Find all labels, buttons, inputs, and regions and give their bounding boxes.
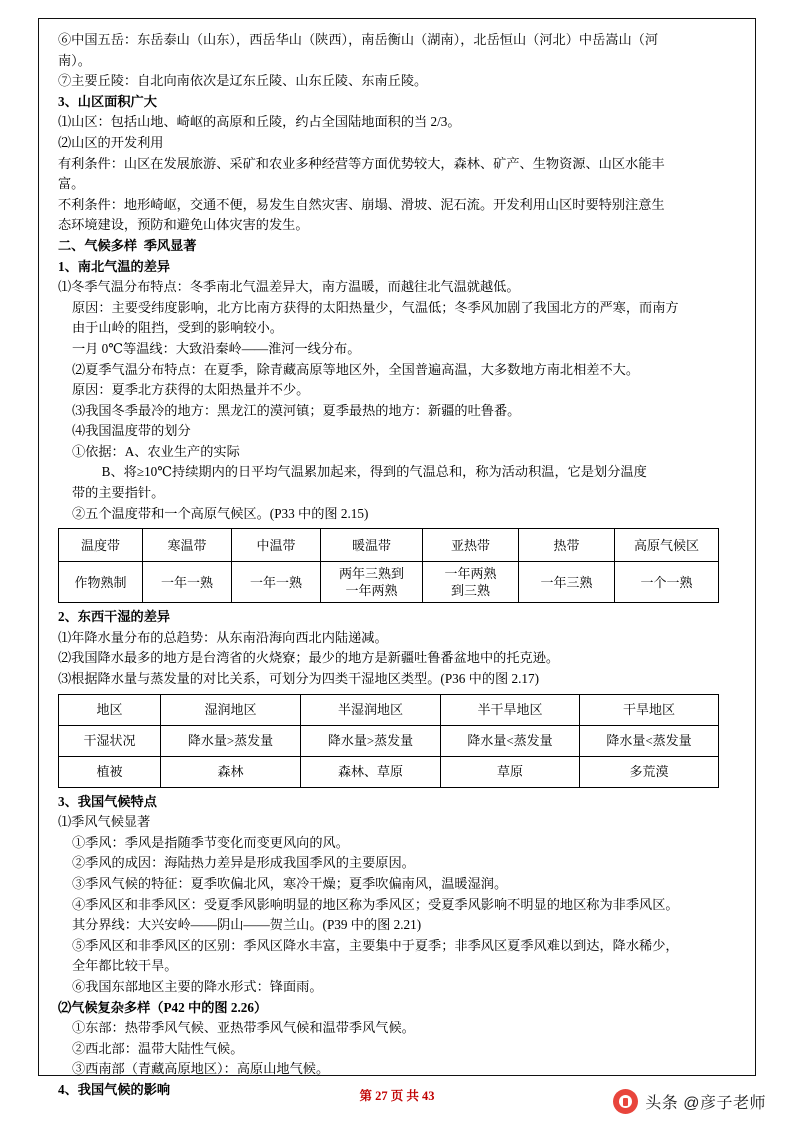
text-line: ⑵我国降水最多的地方是台湾省的火烧寮；最少的地方是新疆吐鲁番盆地中的托克逊。 xyxy=(58,650,560,666)
text-line: ⑥我国东部地区主要的降水形式：锋面雨。 xyxy=(72,978,323,994)
text-line: 由于山岭的阻挡，受到的影响较小。 xyxy=(72,320,283,336)
text-block-lower xyxy=(58,792,736,1101)
table-cell: 一个一熟 xyxy=(615,562,719,603)
table-cell: 湿润地区 xyxy=(161,694,301,725)
text-line: ①东部：热带季风气候、亚热带季风气候和温带季风气候。 xyxy=(72,1020,415,1036)
text-line: B、将≥10℃持续期内的日平均气温累加起来，得到的气温总和，称为活动积温，它是划分温度 xyxy=(72,464,647,480)
toutiao-logo-icon xyxy=(613,1089,638,1114)
text-line: 全年都比较干旱。 xyxy=(72,958,178,974)
text-line: 态环境建设，预防和避免山体灾害的发生。 xyxy=(58,217,309,233)
text-line: ⑵夏季气温分布特点：在夏季，除青藏高原等地区外，全国普遍高温，大多数地方南北相差不大。 xyxy=(72,361,640,377)
text-line: 3、我国气候特点 xyxy=(58,793,157,809)
table-cell: 草原 xyxy=(441,756,580,787)
table-cell: 寒温带 xyxy=(143,529,232,562)
table-cell: 森林 xyxy=(161,756,301,787)
text-line: ⑴山区：包括山地、崎岖的高原和丘陵，约占全国陆地面积的当 2/3。 xyxy=(58,114,461,130)
text-line: ②季风的成因：海陆热力差异是形成我国季风的主要原因。 xyxy=(72,855,415,871)
table-cell: 高原气候区 xyxy=(615,529,719,562)
text-line: 不利条件：地形崎岖，交通不便，易发生自然灾害、崩塌、滑坡、泥石流。开发利用山区时要特别注意生 xyxy=(58,196,665,212)
table-cell: 降水量>蒸发量 xyxy=(301,725,441,756)
text-line: 带的主要指针。 xyxy=(72,485,165,501)
text-line: ⑦主要丘陵：自北向南依次是辽东丘陵、山东丘陵、东南丘陵。 xyxy=(58,73,428,89)
text-line: ⑴冬季气温分布特点：冬季南北气温差异大，南方温暖，而越往北气温就越低。 xyxy=(58,279,520,295)
text-line: ③季风气候的特征：夏季吹偏北风，寒冷干燥；夏季吹偏南风，温暖湿润。 xyxy=(72,876,508,891)
text-line: ⑥中国五岳：东岳泰山（山东），西岳华山（陕西），南岳衡山（湖南），北岳恒山（河北）中岳嵩山（河 xyxy=(58,32,659,47)
table-cell: 森林、草原 xyxy=(301,756,441,787)
text-line: 一月 0℃等温线：大致沿秦岭——淮河一线分布。 xyxy=(72,340,361,356)
table-cell: 一年一熟 xyxy=(143,562,232,603)
table-row xyxy=(59,725,719,756)
text-line: ③西南部（青藏高原地区）：高原山地气候。 xyxy=(72,1061,330,1077)
watermark xyxy=(613,1089,766,1114)
text-line: 4、我国气候的影响 xyxy=(58,1081,171,1097)
text-line: ⑵气候复杂多样（P42 中的图 2.26） xyxy=(58,999,268,1015)
table-cell: 干湿状况 xyxy=(59,725,161,756)
table-cell: 暖温带 xyxy=(321,529,423,562)
text-line: 二、气候多样 季风显著 xyxy=(58,237,197,253)
table-cell: 一年三熟 xyxy=(519,562,615,603)
text-line: ⑴年降水量分布的总趋势：从东南沿海向西北内陆递减。 xyxy=(58,629,388,645)
table-cell: 干旱地区 xyxy=(580,694,719,725)
table-row xyxy=(59,756,719,787)
text-line: 其分界线：大兴安岭——阴山——贺兰山。(P39 中的图 2.21) xyxy=(72,917,422,933)
table-cell: 降水量>蒸发量 xyxy=(161,725,301,756)
text-line: ①依据：A、农业生产的实际 xyxy=(72,443,240,459)
text-line: 原因：夏季北方获得的太阳热量并不少。 xyxy=(72,382,310,398)
text-line: 2、东西干湿的差异 xyxy=(58,609,171,625)
text-line: 南）。 xyxy=(58,52,91,68)
table-cell: 多荒漠 xyxy=(580,756,719,787)
text-line: 1、南北气温的差异 xyxy=(58,258,171,274)
watermark-label: 头条 @彦子老师 xyxy=(645,1095,766,1112)
table-cell: 中温带 xyxy=(232,529,321,562)
text-line: 有利条件：山区在发展旅游、采矿和农业多种经营等方面优势较大，森林、矿产、生物资源、山区水能丰 xyxy=(58,155,665,171)
table-cell: 地区 xyxy=(59,694,161,725)
temperature-zone-table xyxy=(58,528,719,603)
page-number: 第 27 页 共 43 xyxy=(359,1089,435,1103)
table-cell: 一年两熟 到三熟 xyxy=(423,562,519,603)
text-line: 富。 xyxy=(58,176,85,192)
table-cell: 植被 xyxy=(59,756,161,787)
text-line: ⑶根据降水量与蒸发量的对比关系，可划分为四类干湿地区类型。(P36 中的图 2.17) xyxy=(58,671,539,687)
text-line: ⑶我国冬季最冷的地方：黑龙江的漠河镇；夏季最热的地方：新疆的吐鲁番。 xyxy=(72,402,521,418)
table-cell: 热带 xyxy=(519,529,615,562)
text-line: ②西北部：温带大陆性气候。 xyxy=(72,1040,244,1056)
text-block-upper xyxy=(58,30,736,524)
table-cell: 降水量<蒸发量 xyxy=(441,725,580,756)
table-cell: 半干旱地区 xyxy=(441,694,580,725)
text-line: 原因：主要受纬度影响，北方比南方获得的太阳热量少，气温低；冬季风加剧了我国北方的严寒，而南方 xyxy=(72,299,679,315)
text-line: ⑴季风气候显著 xyxy=(58,814,151,830)
table-cell: 两年三熟到 一年两熟 xyxy=(321,562,423,603)
table-cell: 温度带 xyxy=(59,529,143,562)
text-line: ⑤季风区和非季风区的区别：季风区降水丰富，主要集中于夏季；非季风区夏季风难以到达，降水稀少， xyxy=(72,937,679,953)
text-line: 3、山区面积广大 xyxy=(58,93,157,109)
table-row xyxy=(59,562,719,603)
text-line: ⑵山区的开发利用 xyxy=(58,134,164,150)
table-cell: 亚热带 xyxy=(423,529,519,562)
text-line: ②五个温度带和一个高原气候区。(P33 中的图 2.15) xyxy=(72,505,369,521)
humidity-region-table xyxy=(58,694,719,788)
text-block-middle xyxy=(58,607,736,689)
table-cell: 作物熟制 xyxy=(59,562,143,603)
text-line: ④季风区和非季风区：受夏季风影响明显的地区称为季风区；受夏季风影响不明显的地区称为非季风区。 xyxy=(72,896,679,912)
table-cell: 半湿润地区 xyxy=(301,694,441,725)
table-row xyxy=(59,529,719,562)
text-line: ①季风：季风是指随季节变化而变更风向的风。 xyxy=(72,834,349,850)
table-cell: 一年一熟 xyxy=(232,562,321,603)
text-line: ⑷我国温度带的划分 xyxy=(72,423,191,439)
table-cell: 降水量<蒸发量 xyxy=(580,725,719,756)
document-body xyxy=(58,30,736,1101)
table-row xyxy=(59,694,719,725)
